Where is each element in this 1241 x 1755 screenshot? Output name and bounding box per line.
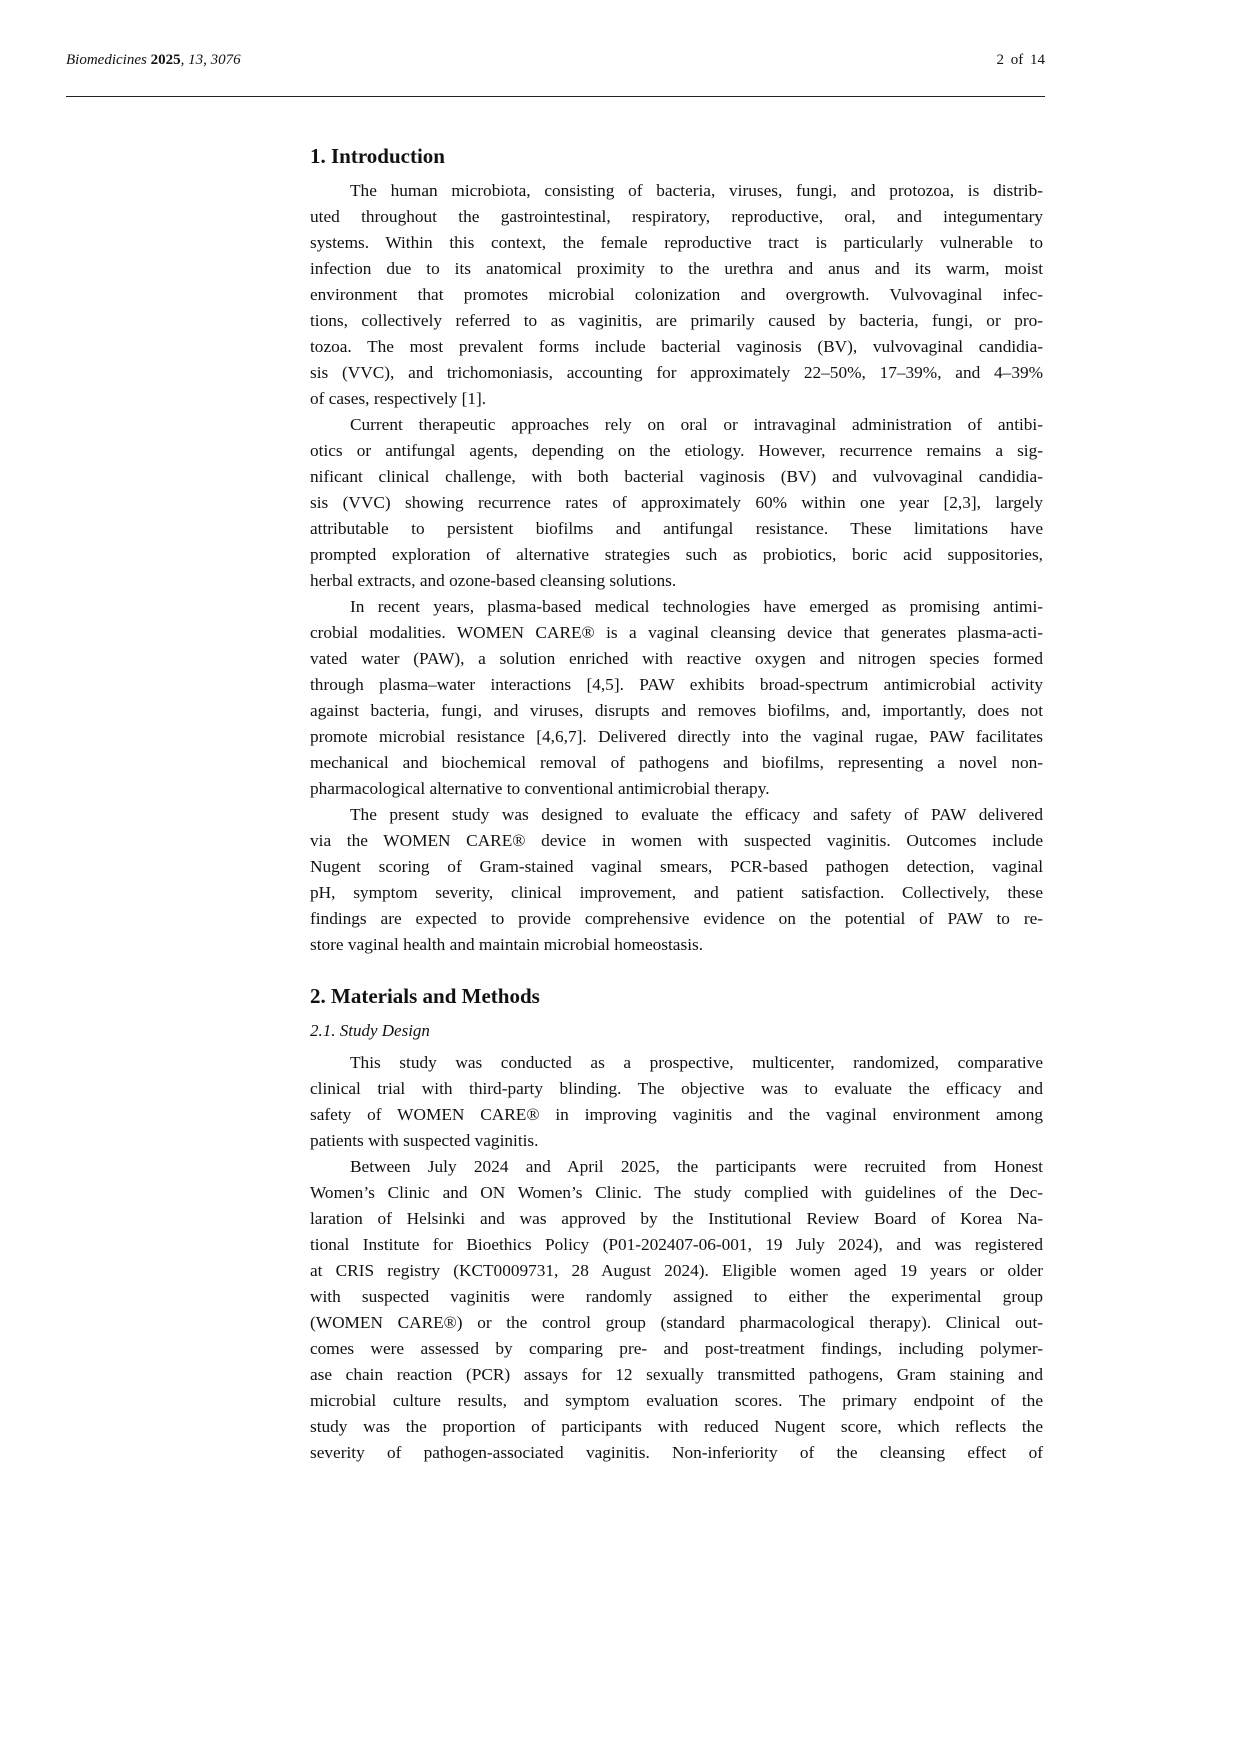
text-line: The human microbiota, consisting of bacteria, viruses, fungi, and protozoa, is distrib- [350, 181, 1043, 200]
intro-paragraph-1 [310, 178, 1043, 958]
text-line: attributable to persistent biofilms and antifungal resistance. These limitations have [310, 519, 1043, 538]
text-line: promote microbial resistance [4,6,7]. Delivered directly into the vaginal rugae, PAW facilitates [310, 727, 1043, 746]
text-line: pharmacological alternative to conventional antimicrobial therapy. [310, 779, 770, 798]
journal-citation [66, 52, 241, 69]
text-line: crobial modalities. WOMEN CARE® is a vaginal cleansing device that generates plasma-acti- [310, 623, 1043, 642]
text-line: via the WOMEN CARE® device in women with suspected vaginitis. Outcomes include [310, 831, 1043, 850]
journal-year: 2025 [150, 52, 181, 68]
text-line: against bacteria, fungi, and viruses, disrupts and removes biofilms, and, importantly, does not [310, 701, 1043, 720]
text-line: vated water (PAW), a solution enriched with reactive oxygen and nitrogen species formed [310, 649, 1043, 668]
text-line: environment that promotes microbial colonization and overgrowth. Vulvovaginal infec- [310, 285, 1043, 304]
text-line: tozoa. The most prevalent forms include bacterial vaginosis (BV), vulvovaginal candidia- [310, 337, 1043, 356]
text-line: study was the proportion of participants with reduced Nugent score, which reflects the [310, 1417, 1043, 1436]
text-line: (WOMEN CARE®) or the control group (standard pharmacological therapy). Clinical out- [310, 1313, 1043, 1332]
text-line: Between July 2024 and April 2025, the participants were recruited from Honest [350, 1157, 1043, 1176]
text-line: safety of WOMEN CARE® in improving vaginitis and the vaginal environment among [310, 1105, 1043, 1124]
text-line: store vaginal health and maintain microbial homeostasis. [310, 935, 704, 954]
text-line: through plasma–water interactions [4,5]. PAW exhibits broad-spectrum antimicrobial activity [310, 675, 1043, 694]
text-line: sis (VVC), and trichomoniasis, accounting for approximately 22–50%, 17–39%, and 4–39% [310, 363, 1043, 382]
text-line: otics or antifungal agents, depending on the etiology. However, recurrence remains a sig- [310, 441, 1043, 460]
text-line: with suspected vaginitis were randomly assigned to either the experimental group [310, 1287, 1043, 1306]
methods-paragraphs [310, 1050, 1043, 1466]
text-line: tional Institute for Bioethics Policy (P01-202407-06-001, 19 July 2024), and was registered [310, 1235, 1043, 1254]
text-line: severity of pathogen-associated vaginitis. Non-inferiority of the cleansing effect of [310, 1443, 1043, 1462]
text-line: nificant clinical challenge, with both bacterial vaginosis (BV) and vulvovaginal candidia- [310, 467, 1043, 486]
text-line: findings are expected to provide comprehensive evidence on the potential of PAW to re- [310, 909, 1043, 928]
text-line: Current therapeutic approaches rely on oral or intravaginal administration of antibi- [350, 415, 1043, 434]
text-line: clinical trial with third-party blinding. The objective was to evaluate the efficacy and [310, 1079, 1043, 1098]
text-line: patients with suspected vaginitis. [310, 1131, 539, 1150]
text-line: prompted exploration of alternative strategies such as probiotics, boric acid suppositories, [310, 545, 1043, 564]
text-line: comes were assessed by comparing pre- and post-treatment findings, including polymer- [310, 1339, 1043, 1358]
text-line: microbial culture results, and symptom evaluation scores. The primary endpoint of the [310, 1391, 1043, 1410]
text-line: In recent years, plasma-based medical technologies have emerged as promising antimi- [350, 597, 1043, 616]
page-number: 2 of 14 [996, 52, 1045, 68]
text-line: laration of Helsinki and was approved by the Institutional Review Board of Korea Na- [310, 1209, 1043, 1228]
section-heading-materials-methods: 2. Materials and Methods [310, 984, 540, 1008]
section-heading-introduction: 1. Introduction [310, 144, 445, 168]
text-line: at CRIS registry (KCT0009731, 28 August 2024). Eligible women aged 19 years or older [310, 1261, 1043, 1280]
journal-name: Biomedicines [66, 52, 147, 68]
text-line: sis (VVC) showing recurrence rates of approximately 60% within one year [2,3], largely [310, 493, 1043, 512]
text-line: of cases, respectively [1]. [310, 389, 487, 408]
text-line: mechanical and biochemical removal of pathogens and biofilms, representing a novel non- [310, 753, 1043, 772]
text-line: tions, collectively referred to as vaginitis, are primarily caused by bacteria, fungi, or pro- [310, 311, 1043, 330]
page-header [66, 40, 1045, 97]
text-line: This study was conducted as a prospective, multicenter, randomized, comparative [350, 1053, 1043, 1072]
text-line: infection due to its anatomical proximity to the urethra and anus and its warm, moist [310, 259, 1043, 278]
text-line: pH, symptom severity, clinical improvement, and patient satisfaction. Collectively, these [310, 883, 1043, 902]
text-line: uted throughout the gastrointestinal, respiratory, reproductive, oral, and integumentary [310, 207, 1043, 226]
journal-volume-article: , 13, 3076 [180, 52, 241, 68]
text-line: The present study was designed to evaluate the efficacy and safety of PAW delivered [350, 805, 1043, 824]
subsection-heading-study-design: 2.1. Study Design [310, 1021, 430, 1040]
text-line: ase chain reaction (PCR) assays for 12 sexually transmitted pathogens, Gram staining and [310, 1365, 1043, 1384]
text-line: herbal extracts, and ozone-based cleansing solutions. [310, 571, 677, 590]
text-line: systems. Within this context, the female reproductive tract is particularly vulnerable to [310, 233, 1043, 252]
text-line: Women’s Clinic and ON Women’s Clinic. The study complied with guidelines of the Dec- [310, 1183, 1043, 1202]
text-line: Nugent scoring of Gram-stained vaginal smears, PCR-based pathogen detection, vaginal [310, 857, 1043, 876]
